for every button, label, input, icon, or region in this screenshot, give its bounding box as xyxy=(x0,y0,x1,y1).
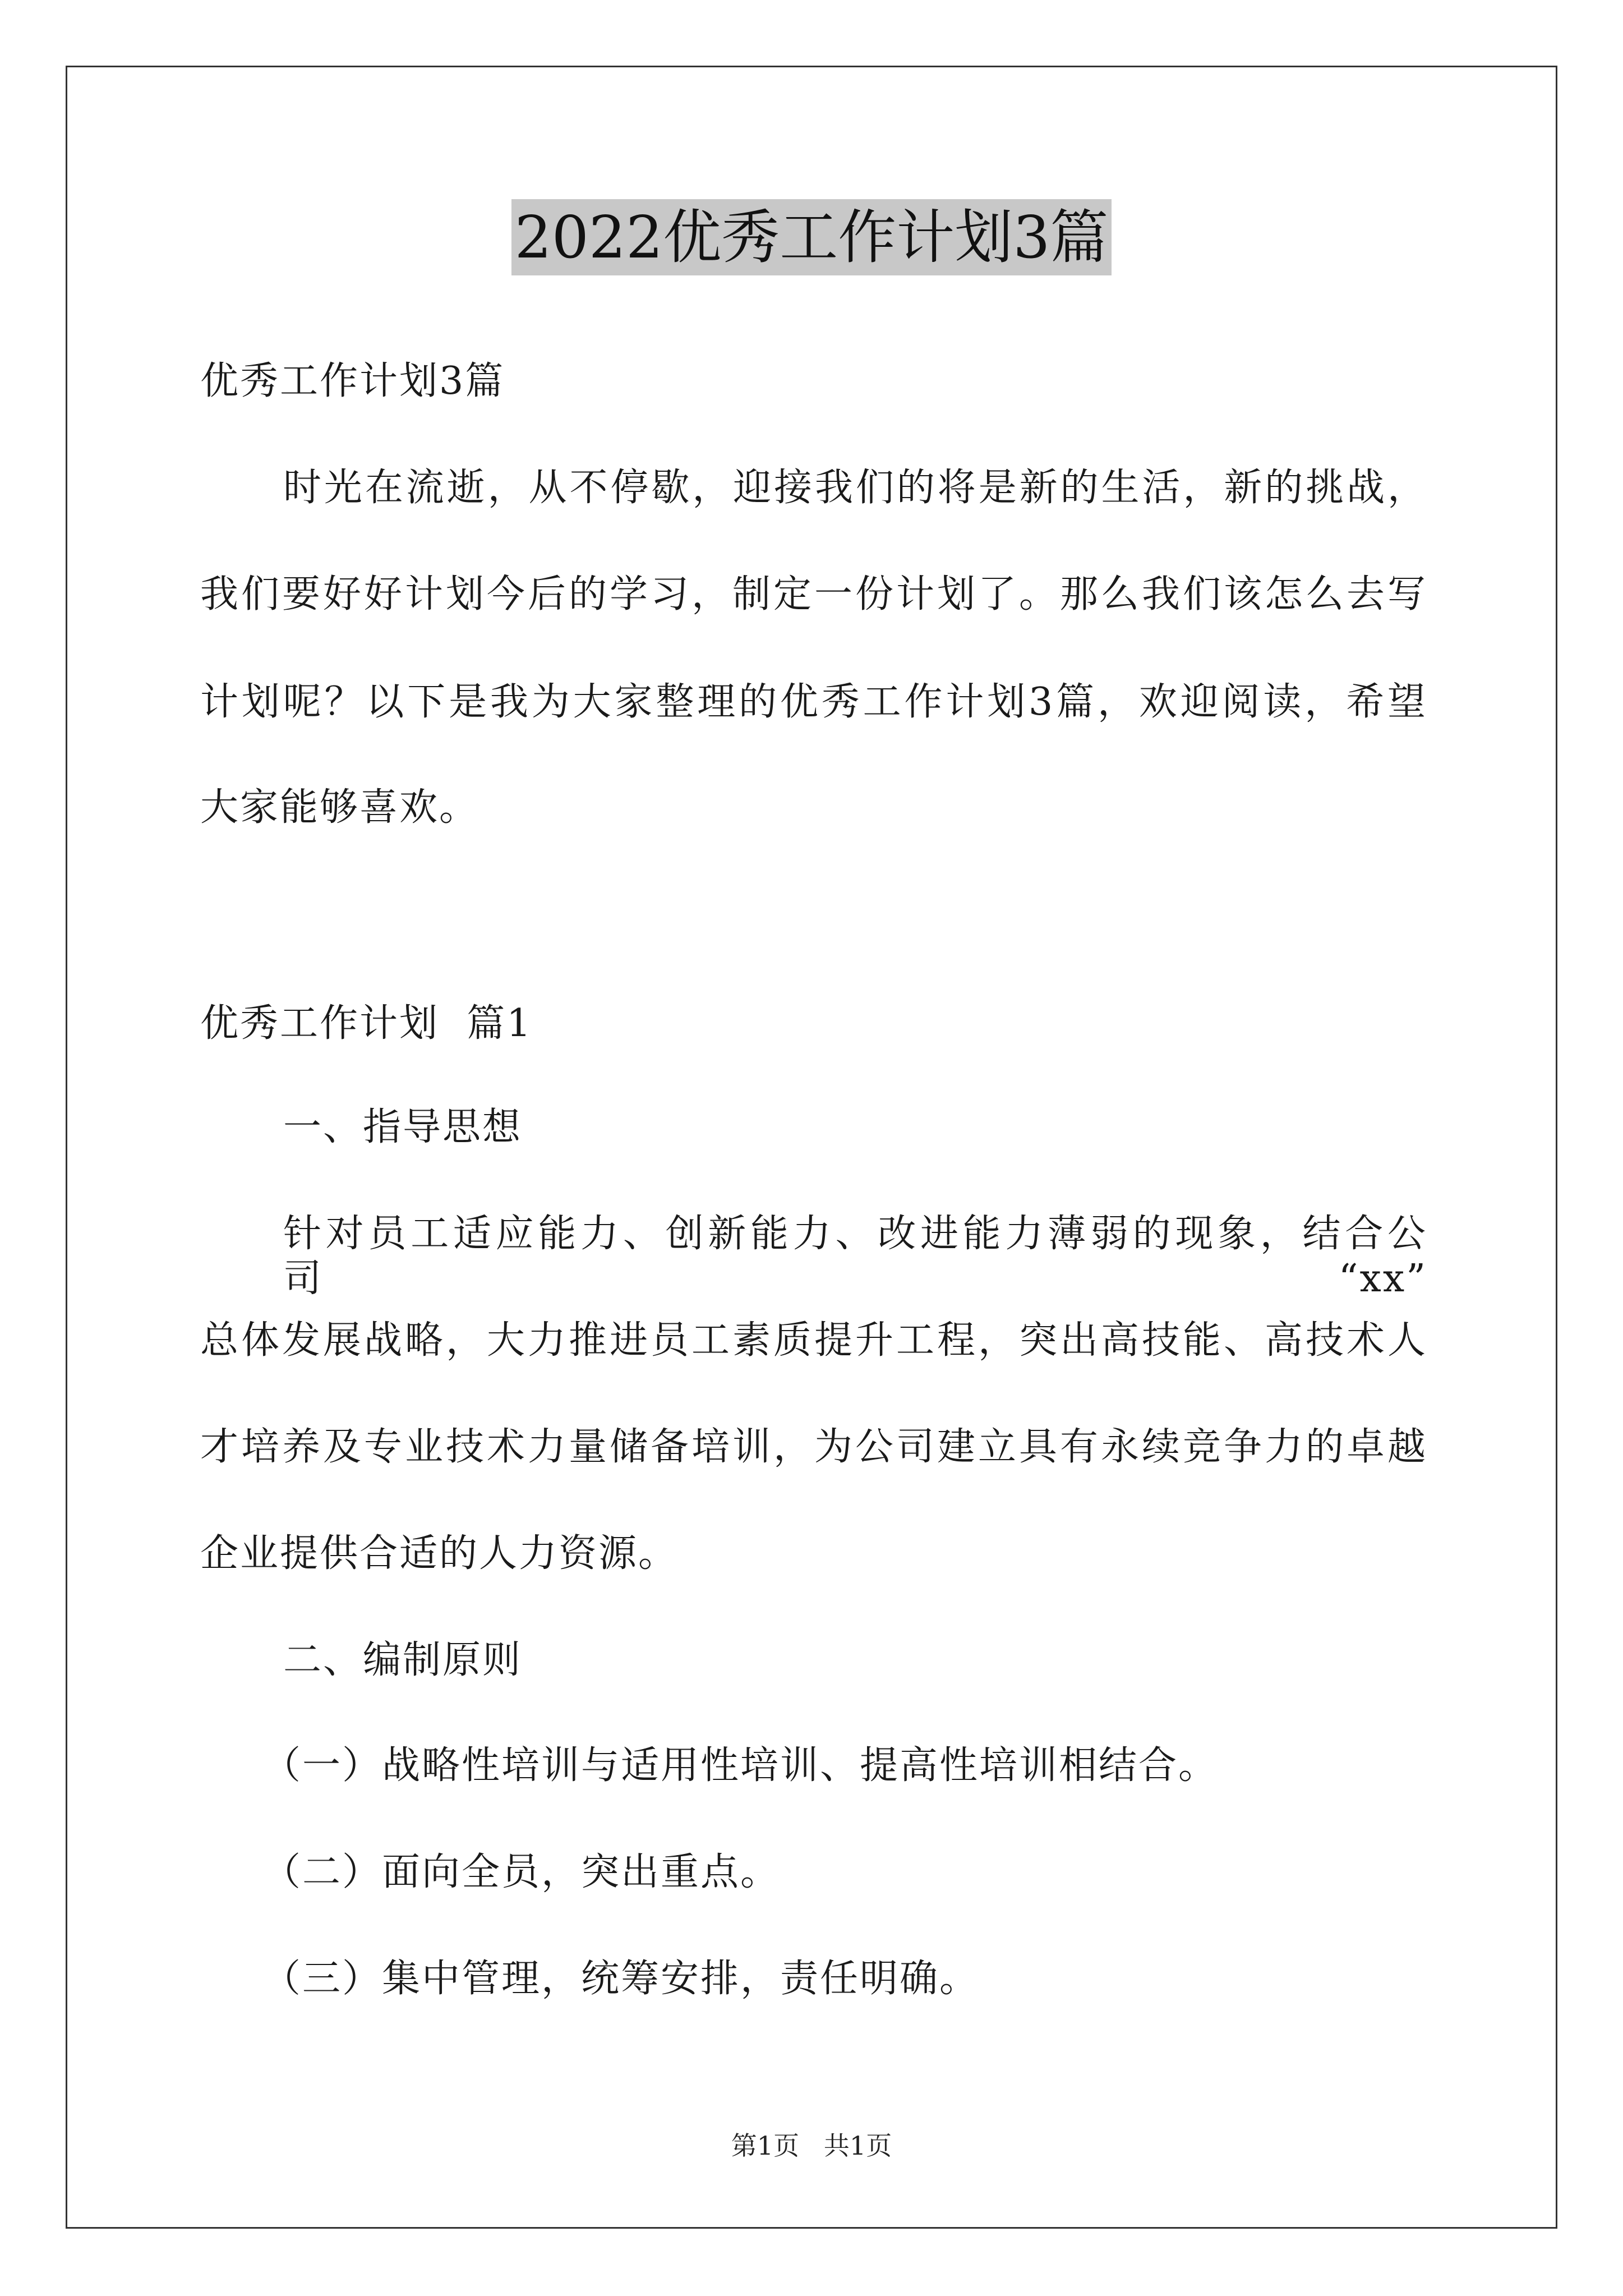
part1-heading: 一、指导思想 xyxy=(283,1105,523,1149)
document-title xyxy=(0,199,1623,278)
part2-heading: 二、编制原则 xyxy=(283,1638,523,1682)
page-footer: 第1页 共1页 xyxy=(731,2131,892,2161)
intro-line-2: 我们要好好计划今后的学习，制定一份计划了。那么我们该怎么去写 xyxy=(200,572,1427,616)
part1-line-4: 企业提供合适的人力资源。 xyxy=(200,1531,679,1576)
part1-line-2: 总体发展战略，大力推进员工素质提升工程，突出高技能、高技术人 xyxy=(200,1318,1427,1363)
intro-line-4: 大家能够喜欢。 xyxy=(200,785,479,830)
part1-line-1: 针对员工适应能力、创新能力、改进能力薄弱的现象，结合公司“xx” xyxy=(283,1212,1427,1301)
intro-line-3: 计划呢？以下是我为大家整理的优秀工作计划3篇，欢迎阅读，希望 xyxy=(200,680,1427,724)
document-title-text: 2022优秀工作计划3篇 xyxy=(511,199,1112,275)
intro-line-1: 时光在流逝，从不停歇，迎接我们的将是新的生活，新的挑战， xyxy=(283,466,1427,510)
principle-2: （二）面向全员，突出重点。 xyxy=(262,1850,781,1894)
section-heading: 优秀工作计划 篇1 xyxy=(200,1001,533,1046)
principle-1: （一）战略性培训与适用性培训、提高性培训相结合。 xyxy=(262,1743,1219,1788)
principle-3: （三）集中管理，统筹安排，责任明确。 xyxy=(262,1957,980,2001)
subtitle: 优秀工作计划3篇 xyxy=(200,359,505,403)
part1-line-3: 才培养及专业技术力量储备培训，为公司建立具有永续竞争力的卓越 xyxy=(200,1425,1427,1469)
